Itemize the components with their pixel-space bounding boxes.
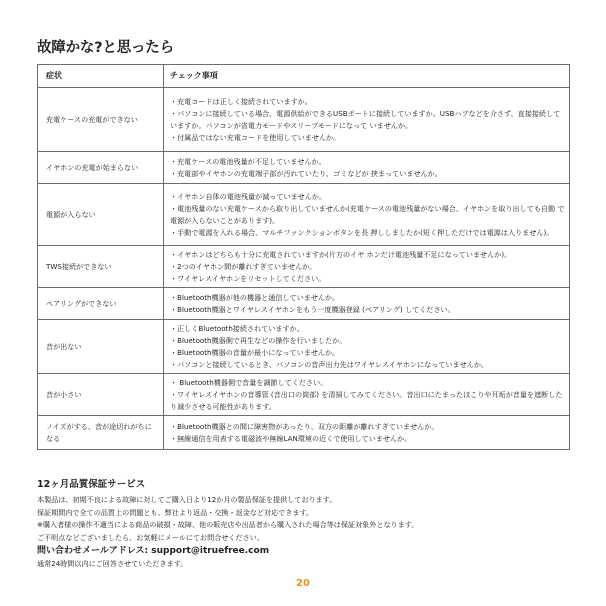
contact-email: 問い合わせメールアドレス: support@itruefree.com bbox=[37, 546, 270, 557]
check-cell bbox=[164, 184, 570, 246]
warranty-section bbox=[37, 478, 577, 571]
check-item: ・Bluetooth機器とワイヤレスイヤホンをもう一度機器登録 (ペアリング) してください。 bbox=[170, 304, 455, 314]
check-item: ・イヤホンはどちらも十分に充電されていますか(片方のイヤ ホンだけ電池残量不足になっていませんか)。 bbox=[170, 249, 512, 259]
check-item: ・ワイヤレスイヤホンの音導管 (音出口の筒部) を清掃してみてください。音出口にたまったほこりや耳垢が音量を遮断したり減少させる可能性があります。 bbox=[170, 389, 563, 411]
check-cell bbox=[164, 416, 570, 450]
response-time-note: 通常24時間以内にご回答させていただきます。 bbox=[37, 559, 188, 569]
check-item: ・イヤホン自体の電池残量が減っていませんか。 bbox=[170, 191, 327, 201]
symptom-cell: 音が小さい bbox=[38, 374, 164, 416]
header-check: チェック事項 bbox=[164, 65, 570, 88]
check-item: ・Bluetooth機器が他の機器と通信していませんか。 bbox=[170, 292, 340, 302]
check-item: ・充電コードは正しく接続されていますか。 bbox=[170, 96, 312, 106]
check-item: ・無線通信を用表する電磁波や無線LAN環境の近くで使用していませんか。 bbox=[170, 433, 412, 443]
symptom-cell: イヤホンの充電が始まらない bbox=[38, 152, 164, 184]
table-row bbox=[38, 374, 570, 416]
table-row bbox=[38, 152, 570, 184]
header-symptom: 症状 bbox=[38, 65, 164, 88]
check-cell bbox=[164, 288, 570, 320]
table-body bbox=[38, 88, 570, 450]
check-item: ・充電部やイヤホンの充電端子部が汚れていたり、ゴミなどが 挟まっていませんか。 bbox=[170, 168, 442, 178]
troubleshooting-table bbox=[37, 64, 570, 450]
table-row bbox=[38, 416, 570, 450]
check-item: ・充電ケースの電池残量が不足していませんか。 bbox=[170, 156, 326, 166]
table-row bbox=[38, 88, 570, 152]
symptom-cell: 音が出ない bbox=[38, 320, 164, 374]
symptom-cell: 電源が入らない bbox=[38, 184, 164, 246]
warranty-line: ※購入者様の操作不適当による商品の破損・故障、他の販売店や出品者から購入された場合等は保証対象外となります。 bbox=[37, 520, 419, 530]
check-cell bbox=[164, 152, 570, 184]
check-item: ・パソコンに接続している場合、電源供給ができるUSBポートに接続していますか。USBハブなどを介さず、直接接続していますか。パソコンが省電力モードやスリープモードになって いませんか。 bbox=[170, 108, 561, 130]
check-item: ・Bluetooth機器との間に障害物があったり、双方の距離が離れすぎていませんか。 bbox=[170, 421, 439, 431]
page-number: 20 bbox=[296, 578, 310, 589]
check-item: ・Bluetooth機器の音量が最小になっていませんか。 bbox=[170, 347, 340, 357]
symptom-cell: 充電ケースの充電ができない bbox=[38, 88, 164, 152]
table-row bbox=[38, 288, 570, 320]
check-item: ・正しくBluetooth接続されていますか。 bbox=[170, 323, 304, 333]
symptom-cell: TWS接続ができない bbox=[38, 246, 164, 288]
page-title: 故障かな?と思ったら bbox=[37, 40, 174, 56]
check-item: ・2つのイヤホン間が離れすぎていませんか。 bbox=[170, 261, 317, 271]
table-row bbox=[38, 320, 570, 374]
table-header-row bbox=[38, 65, 570, 88]
check-cell bbox=[164, 246, 570, 288]
symptom-cell: ノイズがする、音が途切れがちになる bbox=[38, 416, 164, 450]
warranty-line: 本製品は、初期不良による故障に対してご購入日より12か月の製品保証を提供しております。 bbox=[37, 495, 337, 504]
check-item: ・ Bluetooth機器側で音量を調節してください。 bbox=[170, 377, 328, 387]
check-item: ・付属品ではない充電コードを使用していませんか。 bbox=[170, 132, 341, 142]
check-cell bbox=[164, 320, 570, 374]
warranty-line: ご不明点などございましたら、お気軽にメールにてお問合せください。 bbox=[37, 532, 264, 542]
check-cell bbox=[164, 374, 570, 416]
check-item: ・パソコンと接続しているとき、パソコンの音声出力先はワイヤレスイヤホンになっていませんか。 bbox=[170, 359, 489, 369]
check-cell bbox=[164, 88, 570, 152]
check-item: ・電池残量のない充電ケースから取り出していませんか(充電ケースの電池残量がない場合、イヤホンを取り出しても自動 で電源が入らないことがあります)。 bbox=[170, 203, 565, 225]
check-item: ・Bluetooth機器側で再生などの操作を行いましたか。 bbox=[170, 335, 347, 345]
warranty-title: 12ヶ月品質保証サービス bbox=[37, 479, 146, 490]
check-item: ・手動で電源を入れる場合、マルチファンクションボタンを長 押ししましたか(短く押しただけでは電源は入りません)。 bbox=[170, 227, 554, 237]
table-row bbox=[38, 184, 570, 246]
symptom-cell: ペアリングができない bbox=[38, 288, 164, 320]
check-item: ・ワイヤレスイヤホンをリセットしてください。 bbox=[170, 273, 326, 283]
table-row bbox=[38, 246, 570, 288]
warranty-line: 保証期間内で全ての品質上の問題とも、弊社より返品・交換・返金など対応できます。 bbox=[37, 507, 314, 517]
